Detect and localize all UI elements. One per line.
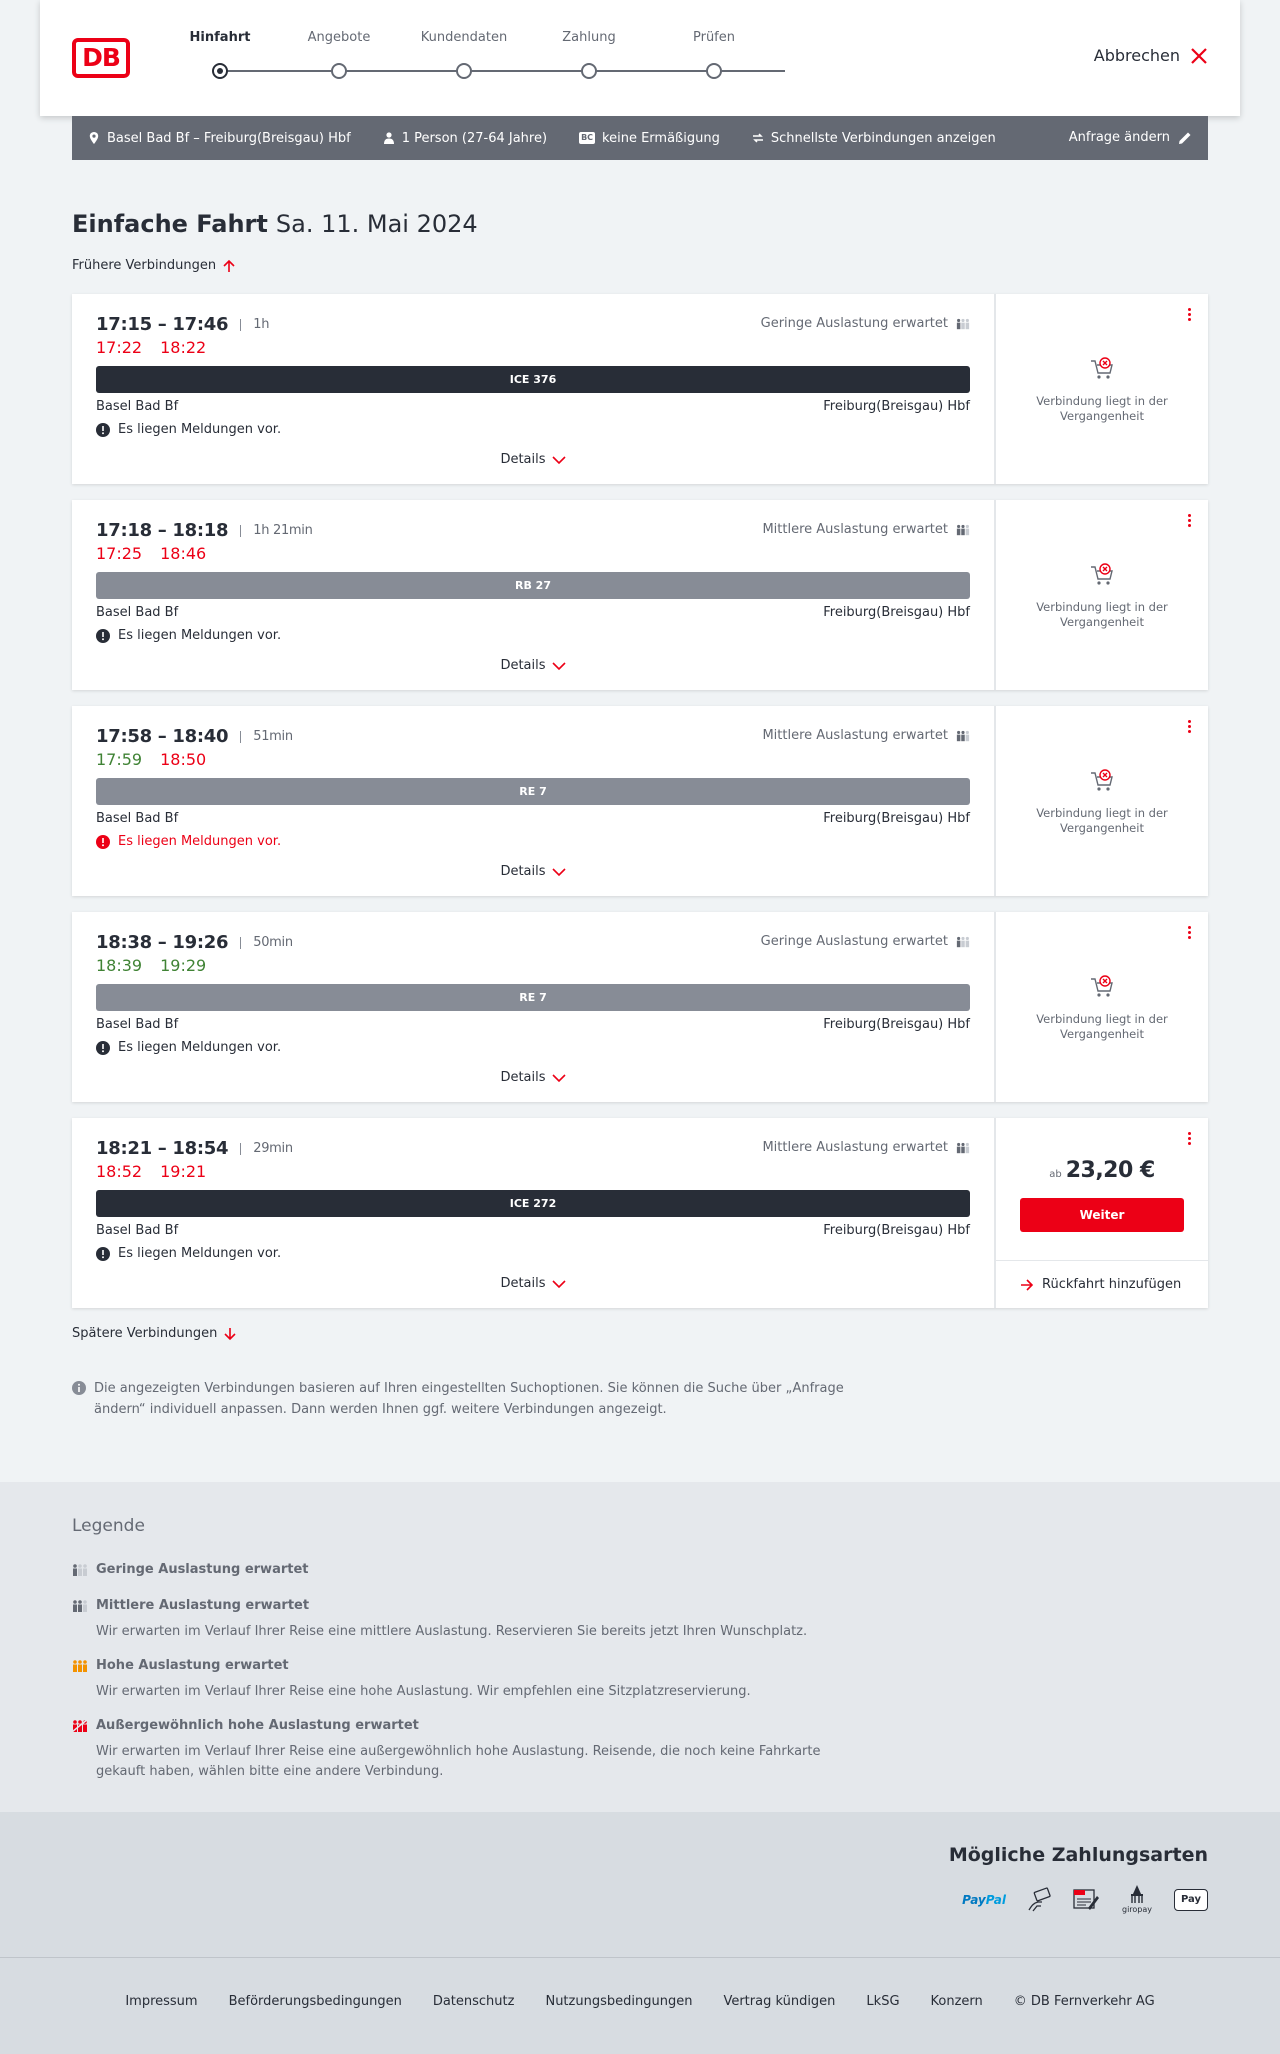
train-segment[interactable]: RB 27 [96, 572, 970, 599]
info-icon [72, 1381, 86, 1395]
copyright: © DB Fernverkehr AG [1013, 1994, 1155, 2009]
more-options-icon[interactable] [1186, 926, 1192, 944]
details-toggle[interactable] [72, 452, 994, 467]
route-text: Basel Bad Bf – Freiburg(Breisgau) Hbf [107, 130, 351, 146]
db-logo[interactable]: DB [72, 38, 130, 78]
step-dot [212, 63, 228, 79]
details-label: Details [500, 1070, 546, 1085]
low-load-icon [72, 1563, 88, 1576]
footer-links [0, 1994, 1280, 2009]
arrival-station: Freiburg(Breisgau) Hbf [823, 811, 970, 826]
swap-arrows-icon [752, 132, 764, 144]
alert-icon [96, 1247, 110, 1261]
location-pin-icon [88, 132, 100, 144]
notice-text: Es liegen Meldungen vor. [118, 1040, 282, 1055]
travel-duration: 51min [240, 731, 293, 743]
paypal-icon [962, 1893, 1006, 1907]
medium-load-icon [956, 1141, 970, 1154]
footer-link-datenschutz[interactable]: Datenschutz [432, 1994, 515, 2009]
connection-details [72, 706, 994, 896]
bahncard-icon: BC [581, 133, 594, 142]
step-label: Angebote [307, 30, 371, 45]
past-connection-info [996, 974, 1208, 1042]
paypal-icon-part: Pal [985, 1892, 1006, 1907]
fastest-text: Schnellste Verbindungen anzeigen [770, 130, 996, 146]
step-hinfahrt [160, 28, 280, 79]
step-kundendaten [404, 28, 524, 79]
train-segment[interactable]: ICE 376 [96, 366, 970, 393]
discount-info [579, 131, 720, 146]
planned-times [96, 314, 269, 335]
more-options-icon[interactable] [1186, 308, 1192, 326]
train-segment[interactable]: ICE 272 [96, 1190, 970, 1217]
arrow-down-icon [223, 1327, 237, 1341]
planned-times [96, 520, 313, 541]
step-label: Prüfen [692, 30, 735, 45]
connection-card [72, 500, 1208, 690]
chevron-down-icon [552, 455, 566, 465]
step-dot [456, 63, 472, 79]
hint-text: Die angezeigten Verbindungen basieren auf Ihren eingestellten Suchoptionen. Sie können die Suche über „Anfrage ändern“ individuell anpassen. Dann werden Ihnen ggf. weitere Verbindungen angezeigt. [94, 1381, 844, 1417]
realtime-times [96, 750, 224, 769]
change-request-label: Anfrage ändern [1068, 130, 1170, 145]
footer-link-nutzungsbedingungen[interactable]: Nutzungsbedingungen [545, 1994, 693, 2009]
arrow-up-icon [222, 259, 236, 273]
pencil-icon [1178, 131, 1192, 145]
step-dot [581, 63, 597, 79]
details-toggle[interactable] [72, 864, 994, 879]
payment-methods-section [0, 1812, 1280, 1958]
step-label: Hinfahrt [189, 30, 251, 45]
past-connection-info [996, 768, 1208, 836]
later-connections-link[interactable] [72, 1326, 237, 1341]
earlier-label: Frühere Verbindungen [72, 258, 217, 273]
realtime-departure: 17:59 [96, 750, 143, 769]
departure-station: Basel Bad Bf [96, 1017, 179, 1032]
footer-link-vertrag-kuendigen[interactable]: Vertrag kündigen [723, 1994, 836, 2009]
occupancy-text: Geringe Auslastung erwartet [760, 316, 948, 331]
legend-medium-load [72, 1598, 852, 1642]
legend-section [0, 1482, 1280, 1812]
add-return-trip-link[interactable] [996, 1260, 1208, 1308]
more-options-icon[interactable] [1186, 514, 1192, 532]
connection-details [72, 1118, 994, 1308]
step-label: Kundendaten [420, 30, 508, 45]
cancel-button[interactable] [1094, 46, 1208, 65]
offer-panel [994, 912, 1208, 1102]
past-connection-info [996, 356, 1208, 424]
chevron-down-icon [552, 1073, 566, 1083]
connection-card [72, 1118, 1208, 1308]
planned-time-range: 17:58 – 18:40 [96, 726, 229, 747]
departure-station: Basel Bad Bf [96, 811, 179, 826]
payment-title: Mögliche Zahlungsarten [948, 1844, 1208, 1866]
occupancy-text: Geringe Auslastung erwartet [760, 934, 948, 949]
disruption-notice [96, 628, 281, 643]
step-label: Zahlung [562, 30, 616, 45]
planned-time-range: 18:38 – 19:26 [96, 932, 229, 953]
sepa-icon [1072, 1888, 1100, 1912]
passenger-text: 1 Person (27-64 Jahre) [401, 130, 548, 146]
occupancy-info [762, 522, 970, 537]
connection-details [72, 500, 994, 690]
alert-icon [96, 629, 110, 643]
legend-low-load [72, 1562, 852, 1577]
arrival-station: Freiburg(Breisgau) Hbf [823, 605, 970, 620]
connection-card [72, 706, 1208, 896]
details-toggle[interactable] [72, 658, 994, 673]
legend-item-text: Wir erwarten im Verlauf Ihrer Reise eine hohe Auslastung. Wir empfehlen eine Sitzplatzreservierung. [96, 1684, 751, 1699]
disruption-notice [96, 1246, 281, 1261]
realtime-arrival: 19:21 [160, 1162, 207, 1181]
past-connection-text: Verbindung liegt in der Vergangenheit [1036, 600, 1168, 629]
offer-panel [994, 706, 1208, 896]
offer-panel [994, 294, 1208, 484]
details-toggle[interactable] [72, 1276, 994, 1291]
realtime-times [96, 956, 224, 975]
realtime-arrival: 18:46 [160, 544, 207, 563]
legend-item-title: Geringe Auslastung erwartet [96, 1562, 309, 1577]
change-request-button[interactable] [1069, 130, 1192, 145]
arrival-station: Freiburg(Breisgau) Hbf [823, 1223, 970, 1238]
medium-load-icon [72, 1599, 88, 1612]
disruption-notice [96, 1040, 281, 1055]
occupancy-text: Mittlere Auslastung erwartet [762, 728, 948, 743]
discount-text: keine Ermäßigung [602, 130, 720, 146]
very-high-load-icon [72, 1719, 88, 1732]
arrival-station: Freiburg(Breisgau) Hbf [823, 399, 970, 414]
notice-text: Es liegen Meldungen vor. [118, 628, 282, 643]
occupancy-info [762, 1140, 970, 1155]
legend-high-load [72, 1658, 852, 1702]
planned-time-range: 17:18 – 18:18 [96, 520, 229, 541]
occupancy-info [762, 728, 970, 743]
details-toggle[interactable] [72, 1070, 994, 1085]
close-icon [1190, 47, 1208, 65]
step-pruefen [654, 28, 774, 79]
details-label: Details [500, 864, 546, 879]
footer-link-befoerderungsbedingungen[interactable]: Beförderungsbedingungen [228, 1994, 402, 2009]
cart-unavailable-icon [1089, 974, 1115, 1000]
continue-button[interactable]: Weiter [1020, 1198, 1184, 1232]
giropay-icon [1120, 1884, 1154, 1915]
travel-duration: 1h [240, 319, 269, 331]
add-return-label: Rückfahrt hinzufügen [1042, 1277, 1182, 1292]
past-connection-info [996, 562, 1208, 630]
person-icon [383, 132, 395, 144]
realtime-departure: 17:22 [96, 338, 143, 357]
departure-station: Basel Bad Bf [96, 1223, 179, 1238]
step-zahlung [529, 28, 649, 79]
price-value: 23,20 € [1065, 1158, 1155, 1183]
realtime-times [96, 338, 224, 357]
page-title [72, 210, 478, 238]
occupancy-text: Mittlere Auslastung erwartet [762, 522, 948, 537]
low-load-icon [956, 317, 970, 330]
more-options-icon[interactable] [1186, 1132, 1192, 1150]
footer-link-lksg[interactable]: LkSG [866, 1994, 900, 2009]
later-label: Spätere Verbindungen [72, 1326, 218, 1341]
alert-icon [96, 1041, 110, 1055]
applepay-icon [1174, 1889, 1208, 1911]
medium-load-icon [956, 523, 970, 536]
details-label: Details [500, 658, 546, 673]
connection-details [72, 912, 994, 1102]
passenger-info [383, 131, 547, 146]
past-connection-text: Verbindung liegt in der Vergangenheit [1036, 394, 1168, 423]
occupancy-text: Mittlere Auslastung erwartet [762, 1140, 948, 1155]
giropay-label: giropay [1121, 1905, 1153, 1914]
notice-text: Es liegen Meldungen vor. [118, 1246, 282, 1261]
realtime-arrival: 18:22 [160, 338, 207, 357]
cart-unavailable-icon [1089, 562, 1115, 588]
paypal-icon-part: Pay [962, 1892, 986, 1907]
realtime-arrival: 18:50 [160, 750, 207, 769]
arrival-station: Freiburg(Breisgau) Hbf [823, 1017, 970, 1032]
travel-duration: 50min [240, 937, 293, 949]
search-summary-bar [72, 116, 1208, 160]
chevron-down-icon [552, 1279, 566, 1289]
low-load-icon [956, 935, 970, 948]
arrow-right-icon [1020, 1278, 1034, 1292]
cart-unavailable-icon [1089, 768, 1115, 794]
header [40, 0, 1240, 116]
planned-time-range: 17:15 – 17:46 [96, 314, 229, 335]
fastest-connections-toggle[interactable] [752, 131, 996, 146]
planned-times [96, 1138, 293, 1159]
notice-text: Es liegen Meldungen vor. [118, 834, 282, 849]
chevron-down-icon [552, 867, 566, 877]
route-info [88, 131, 351, 146]
travel-duration: 1h 21min [240, 525, 312, 537]
planned-time-range: 18:21 – 18:54 [96, 1138, 229, 1159]
cancel-label: Abbrechen [1093, 46, 1180, 65]
travel-date: Sa. 11. Mai 2024 [275, 210, 478, 238]
realtime-departure: 18:52 [96, 1162, 143, 1181]
footer-link-konzern[interactable]: Konzern [930, 1994, 983, 2009]
creditcard-hand-icon [1026, 1887, 1052, 1913]
step-dot [706, 63, 722, 79]
disruption-notice [96, 834, 281, 849]
past-connection-text: Verbindung liegt in der Vergangenheit [1036, 806, 1168, 835]
step-dot [331, 63, 347, 79]
notice-text: Es liegen Meldungen vor. [118, 422, 282, 437]
price-prefix: ab [1049, 1169, 1062, 1180]
cart-unavailable-icon [1089, 356, 1115, 382]
applepay-label: Pay [1180, 1893, 1202, 1905]
earlier-connections-link[interactable] [72, 258, 236, 273]
alert-icon [96, 835, 110, 849]
high-load-icon [72, 1659, 88, 1672]
connection-card [72, 294, 1208, 484]
occupancy-info [761, 934, 970, 949]
medium-load-icon [956, 729, 970, 742]
step-angebote [279, 28, 399, 79]
progress-stepper [190, 28, 820, 88]
legend-very-high-load [72, 1718, 852, 1782]
departure-station: Basel Bad Bf [96, 399, 179, 414]
realtime-departure: 17:25 [96, 544, 143, 563]
search-hint [72, 1378, 852, 1420]
realtime-times [96, 544, 224, 563]
more-options-icon[interactable] [1186, 720, 1192, 738]
trip-type: Einfache Fahrt [72, 210, 268, 238]
connection-details [72, 294, 994, 484]
footer [0, 1958, 1280, 2054]
train-segment[interactable]: RE 7 [96, 984, 970, 1011]
planned-times [96, 932, 293, 953]
past-connection-text: Verbindung liegt in der Vergangenheit [1036, 1012, 1168, 1041]
details-label: Details [500, 452, 546, 467]
details-label: Details [500, 1276, 546, 1291]
realtime-departure: 18:39 [96, 956, 143, 975]
price [996, 1158, 1208, 1183]
departure-station: Basel Bad Bf [96, 605, 179, 620]
legend-item-title: Mittlere Auslastung erwartet [96, 1598, 310, 1613]
offer-panel [994, 500, 1208, 690]
travel-duration: 29min [240, 1143, 293, 1155]
payment-icons [962, 1884, 1208, 1915]
offer-panel [994, 1118, 1208, 1308]
connection-card [72, 912, 1208, 1102]
legend-item-text: Wir erwarten im Verlauf Ihrer Reise eine außergewöhnlich hohe Auslastung. Reisende, die noch keine Fahrkarte gekauft haben, wählen bitte eine andere Verbindung. [96, 1744, 821, 1779]
footer-link-impressum[interactable]: Impressum [125, 1994, 198, 2009]
legend-item-title: Hohe Auslastung erwartet [96, 1658, 289, 1673]
alert-icon [96, 423, 110, 437]
occupancy-info [761, 316, 970, 331]
legend-item-title: Außergewöhnlich hohe Auslastung erwartet [96, 1718, 419, 1733]
realtime-times [96, 1162, 224, 1181]
planned-times [96, 726, 293, 747]
disruption-notice [96, 422, 281, 437]
legend-item-text: Wir erwarten im Verlauf Ihrer Reise eine mittlere Auslastung. Reservieren Sie bereits jetzt Ihren Wunschplatz. [96, 1624, 808, 1639]
chevron-down-icon [552, 661, 566, 671]
legend-title: Legende [72, 1516, 145, 1536]
realtime-arrival: 19:29 [160, 956, 207, 975]
train-segment[interactable]: RE 7 [96, 778, 970, 805]
